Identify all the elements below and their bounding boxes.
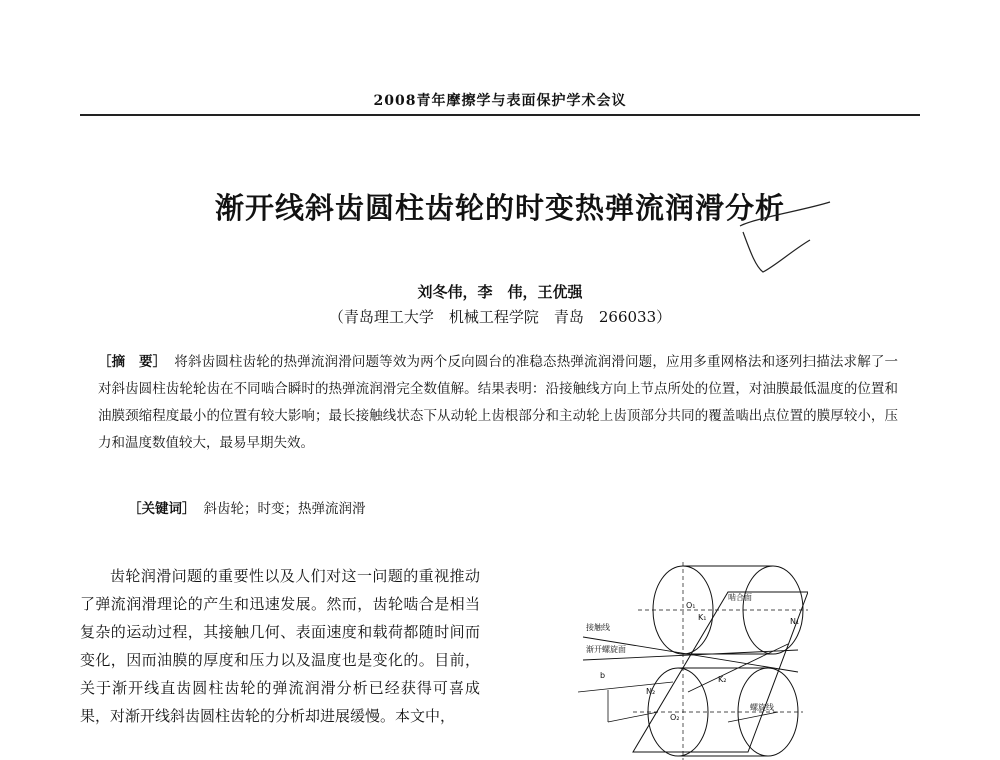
label-k1: K₁ <box>698 613 707 622</box>
running-header: 2008青年摩擦学与表面保护学术会议 <box>373 93 627 109</box>
label-n1: N₁ <box>790 617 800 626</box>
keywords-text: 斜齿轮；时变；热弹流润滑 <box>203 501 366 517</box>
label-involute-helicoid: 渐开螺旋面 <box>586 645 626 654</box>
label-meshing-plane: 啮合面 <box>728 593 752 602</box>
label-helix-line: 螺旋线 <box>750 703 774 712</box>
abstract-label: ［摘 要］ <box>98 354 167 370</box>
keywords <box>128 496 888 523</box>
label-k2: K₂ <box>718 675 727 684</box>
paper-authors: 刘冬伟，李 伟，王优强 <box>417 283 583 301</box>
helical-gear-figure <box>578 562 808 760</box>
abstract-text: 将斜齿圆柱齿轮的热弹流润滑问题等效为两个反向圆台的准稳态热弹流润滑问题，应用多重网格法和逐列扫描法求解了一对斜齿圆柱齿轮轮齿在不同啮合瞬时的热弹流润滑完全数值解。结果表明：沿接触线方向上节点所处的位置，对油膜最低温度的位置和油膜颈缩程度最小的位置有较大影响；最长接触线状态下从动轮上齿根部分和主动轮上齿顶部分共同的覆盖啮出点位置的膜厚较小，压力和温度数值较大，最易早期失效。 <box>98 354 899 451</box>
paper-affiliation: （青岛理工大学 机械工程学院 青岛 266033） <box>328 308 672 326</box>
handwritten-pen-mark <box>735 188 835 278</box>
paper-title: 渐开线斜齿圆柱齿轮的时变热弹流润滑分析 <box>214 191 785 225</box>
keywords-label: ［关键词］ <box>128 501 196 517</box>
label-o2: O₂ <box>670 713 680 722</box>
intro-paragraph: 齿轮润滑问题的重要性以及人们对这一问题的重视推动了弹流润滑理论的产生和迅速发展。然而，齿轮啮合是相当复杂的运动过程，其接触几何、表面速度和载荷都随时间而变化，因而油膜的厚度和压力以及温度也是变化的。目前，关于渐开线直齿圆柱齿轮的弹流润滑分析已经获得可喜成果，对渐开线斜齿圆柱齿轮的分析却进展缓慢。本文中， <box>80 567 480 725</box>
meshing-plane <box>633 592 808 752</box>
label-o1: O₁ <box>686 601 696 610</box>
label-n2: N₂ <box>646 687 656 696</box>
abstract <box>98 349 898 457</box>
label-contact-line: 接触线 <box>586 623 610 632</box>
label-b: b <box>600 671 606 680</box>
header-rule <box>80 114 920 116</box>
